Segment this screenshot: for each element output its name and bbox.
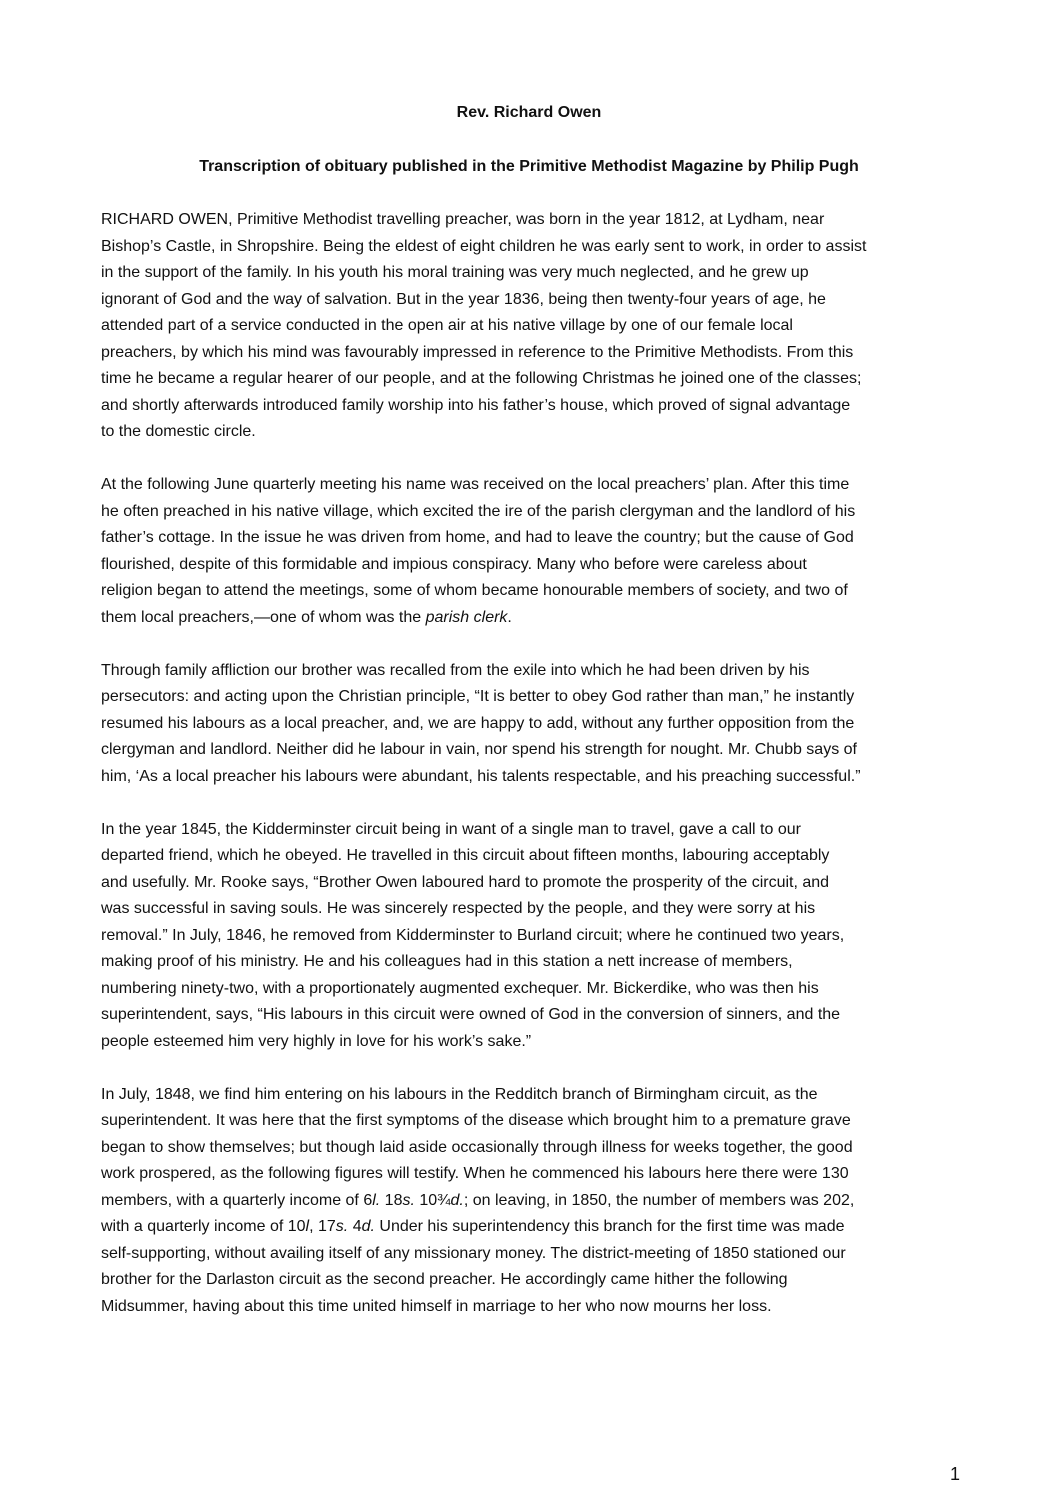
italic-text: d. xyxy=(361,1218,375,1235)
paragraph-1 xyxy=(101,207,966,446)
text-line: him, ‘As a local preacher his labours were abundant, his talents respectable, and his preaching successful.” xyxy=(101,767,861,785)
paragraph-5 xyxy=(101,1082,966,1321)
body-text xyxy=(101,207,966,1347)
text-run: members, with a quarterly income of 6 xyxy=(101,1191,373,1209)
text-line xyxy=(101,1214,966,1241)
text-line: father’s cottage. In the issue he was driven from home, and had to leave the country; but the cause of God xyxy=(101,529,854,546)
text-line xyxy=(101,605,966,632)
paragraph-3 xyxy=(101,658,966,791)
page-subtitle: Transcription of obituary published in the Primitive Methodist Magazine by Philip Pugh xyxy=(199,158,859,175)
text-line: removal.” In July, 1846, he removed from Kidderminster to Burland circuit; where he continued two years, xyxy=(101,926,845,944)
text-line: began to show themselves; but though laid aside occasionally through illness for weeks together, the good xyxy=(101,1138,853,1156)
text-run: 4 xyxy=(348,1218,362,1235)
text-run: , 17 xyxy=(309,1218,336,1235)
paragraph-4 xyxy=(101,817,966,1056)
text-line: ignorant of God and the way of salvation. But in the year 1836, being then twenty-four years of age, he xyxy=(101,290,826,308)
text-line: time he became a regular hearer of our people, and at the following Christmas he joined one of the classes; xyxy=(101,370,862,387)
text-run: with a quarterly income of 10 xyxy=(101,1218,306,1235)
italic-text: l xyxy=(305,1218,310,1235)
text-line: persecutors: and acting upon the Christian principle, “It is better to obey God rather than man,” he instantly xyxy=(101,688,855,705)
text-line: Bishop’s Castle, in Shropshire. Being the eldest of eight children he was early sent to work, in order to assist xyxy=(101,237,867,255)
text-run: them local preachers,—one of whom was the xyxy=(101,608,426,626)
text-line: self-supporting, without availing itself of any missionary money. The district-meeting of 1850 stationed our xyxy=(101,1244,846,1262)
italic-text: parish clerk xyxy=(425,608,508,626)
italic-text: s. xyxy=(335,1218,349,1235)
text-line: flourished, despite of this formidable and impious conspiracy. Many who before were careless about xyxy=(101,555,807,573)
italic-text: s. xyxy=(402,1191,415,1209)
italic-text: l. xyxy=(372,1191,381,1209)
text-line: numbering ninety-two, with a proportionately augmented exchequer. Mr. Bickerdike, who was then his xyxy=(101,979,819,997)
text-line: work prospered, as the following figures will testify. When he commenced his labours here there were 130 xyxy=(101,1165,849,1182)
italic-text: d. xyxy=(450,1191,464,1209)
text-line: in the support of the family. In his youth his moral training was very much neglected, and he grew up xyxy=(101,264,809,281)
text-line: religion began to attend the meetings, some of whom became honourable members of society, and two of xyxy=(101,582,848,599)
text-line: In July, 1848, we find him entering on his labours in the Redditch branch of Birmingham circuit, as the xyxy=(101,1085,818,1103)
text-line: clergyman and landlord. Neither did he labour in vain, nor spend his strength for nought. Mr. Chubb says of xyxy=(101,741,857,758)
text-line xyxy=(101,1188,966,1215)
text-run: ; on leaving, in 1850, the number of members was 202, xyxy=(463,1191,855,1209)
text-line: and usefully. Mr. Rooke says, “Brother Owen laboured hard to promote the prosperity of the circuit, and xyxy=(101,873,830,891)
text-line: was successful in saving souls. He was sincerely respected by the people, and they were sorry at his xyxy=(101,900,816,917)
text-line: preachers, by which his mind was favourably impressed in reference to the Primitive Methodists. From this xyxy=(101,343,854,361)
text-line: RICHARD OWEN, Primitive Methodist travelling preacher, was born in the year 1812, at Lydham, near xyxy=(101,211,825,228)
text-line: attended part of a service conducted in the open air at his native village by one of our female local xyxy=(101,317,793,334)
text-line: brother for the Darlaston circuit as the second preacher. He accordingly came hither the following xyxy=(101,1271,788,1288)
text-line: he often preached in his native village, which excited the ire of the parish clergyman and the landlord of his xyxy=(101,502,856,520)
text-line: making proof of his ministry. He and his colleagues had in this station a nett increase of members, xyxy=(101,953,793,970)
text-run: 10¾ xyxy=(414,1191,451,1209)
text-run: . xyxy=(507,608,512,626)
text-run: Under his superintendency this branch for the first time was made xyxy=(374,1218,845,1235)
text-line: and shortly afterwards introduced family worship into his father’s house, which proved of signal advantage xyxy=(101,396,851,414)
page-title: Rev. Richard Owen xyxy=(456,104,602,121)
text-line: departed friend, which he obeyed. He travelled in this circuit about fifteen months, labouring acceptably xyxy=(101,847,830,864)
page-number: 1 xyxy=(949,1464,960,1484)
text-line: In the year 1845, the Kidderminster circuit being in want of a single man to travel, gave a call to our xyxy=(101,820,801,838)
paragraph-2 xyxy=(101,472,966,631)
text-line: Through family affliction our brother was recalled from the exile into which he had been driven by his xyxy=(101,661,810,679)
text-run: 18 xyxy=(380,1191,403,1209)
text-line: At the following June quarterly meeting his name was received on the local preachers’ plan. After this time xyxy=(101,476,850,493)
text-line: resumed his labours as a local preacher, and, we are happy to add, without any further opposition from the xyxy=(101,714,855,732)
text-line: Midsummer, having about this time united himself in marriage to her who now mourns her loss. xyxy=(101,1297,772,1315)
text-line: superintendent. It was here that the first symptoms of the disease which brought him to a premature grave xyxy=(101,1112,851,1129)
text-line: superintendent, says, “His labours in this circuit were owned of God in the conversion of sinners, and the xyxy=(101,1006,841,1023)
text-line: people esteemed him very highly in love for his work’s sake.” xyxy=(101,1032,532,1050)
text-line: to the domestic circle. xyxy=(101,423,256,440)
